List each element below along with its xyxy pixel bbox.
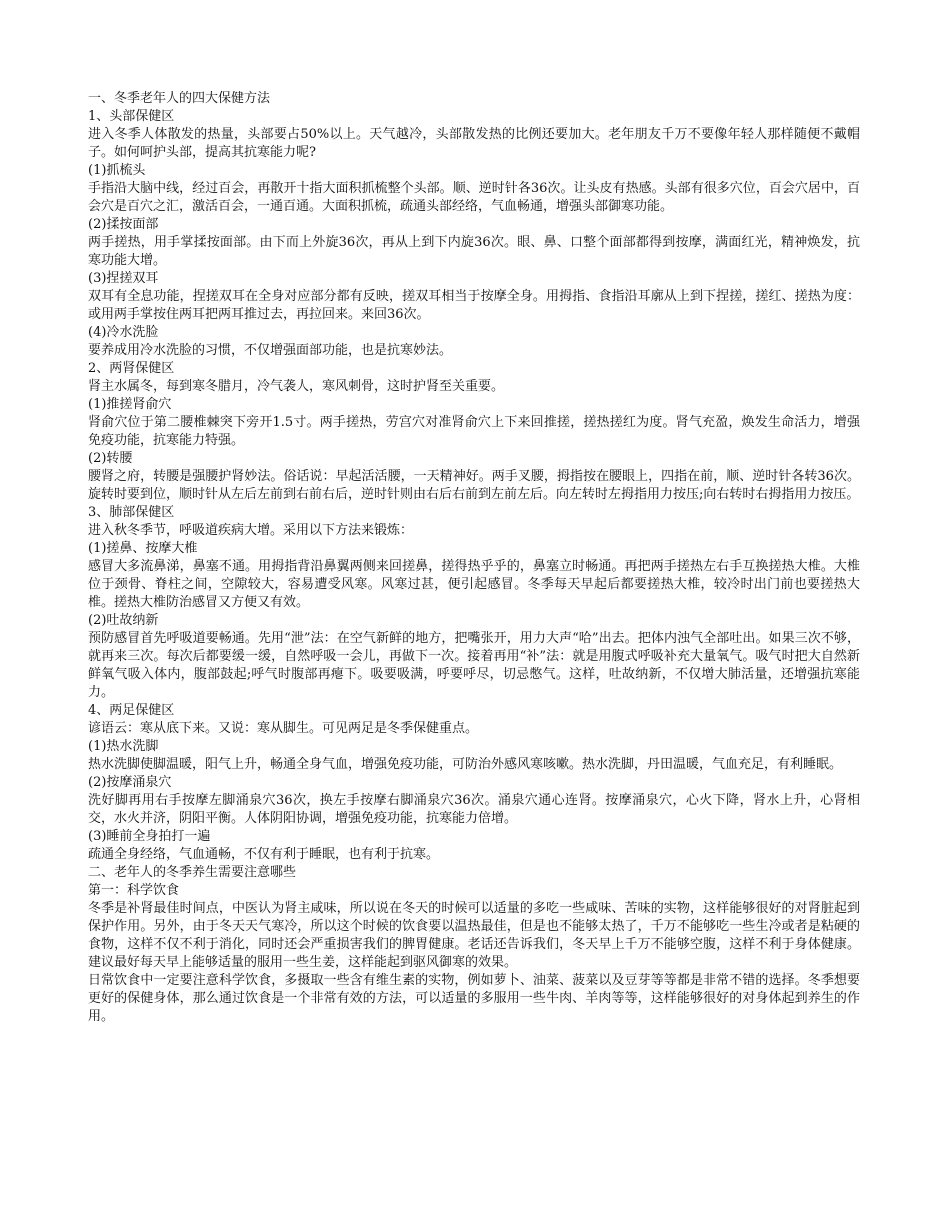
subsection-heading: 2、两肾保健区 [88, 361, 175, 376]
body-paragraph: 进入秋冬季节，呼吸道疾病大增。采用以下方法来锻炼： [88, 523, 414, 538]
body-paragraph: 冬季是补肾最佳时间点，中医认为肾主咸味，所以说在冬天的时候可以适量的多吃一些咸味、苦味的实物，这样能够很好的对肾脏起到保护作用。另外，由于冬天天气寒冷，所以这个时候的饮食要以温热最佳，但是也不能够太热了，千万不能够吃一些生冷或者是粘硬的食物，这样不仅不利于消化，同时还会严重损害我们的脾胃健康。老话还告诉我们，冬天早上千万不能够空腹，这样不利于身体健康。建议最好每天早上能够适量的服用一些生姜，这样能起到驱风御寒的效果。 [88, 901, 860, 970]
subsection-heading: 4、两足保健区 [88, 703, 175, 718]
body-paragraph: 腰肾之府，转腰是强腰护肾妙法。俗话说：早起活活腰，一天精神好。两手叉腰，拇指按在腰眼上，四指在前，顺、逆时针各转36次。旋转时要到位，顺时针从左后左前到右前右后，逆时针则由右后右前到左前左后。向左转时左拇指用力按压;向右转时右拇指用力按压。 [88, 469, 860, 502]
section-heading: 二、老年人的冬季养生需要注意哪些 [88, 865, 297, 880]
item-heading: (2)吐故纳新 [88, 613, 159, 628]
body-paragraph: 洗好脚再用右手按摩左脚涌泉穴36次，换左手按摩右脚涌泉穴36次。涌泉穴通心连肾。按摩涌泉穴，心火下降，肾水上升，心肾相交，水火并济，阴阳平衡。人体阴阳协调，增强免疫功能，抗寒能力倍增。 [88, 793, 860, 826]
item-heading: (2)转腰 [88, 451, 133, 466]
body-paragraph: 两手搓热，用手掌揉按面部。由下而上外旋36次，再从上到下内旋36次。眼、鼻、口整个面部都得到按摩，满面红光，精神焕发，抗寒功能大增。 [88, 235, 860, 268]
section-heading: 一、冬季老年人的四大保健方法 [88, 91, 271, 106]
item-heading: (3)睡前全身拍打一遍 [88, 829, 211, 844]
item-heading: (4)冷水洗脸 [88, 325, 159, 340]
subsection-heading: 第一：科学饮食 [88, 883, 180, 898]
item-heading: (2)按摩涌泉穴 [88, 775, 172, 790]
body-paragraph: 双耳有全息功能，捏搓双耳在全身对应部分都有反映，搓双耳相当于按摩全身。用拇指、食指沿耳廓从上到下捏搓，搓红、搓热为度：或用两手掌按住两耳把两耳推过去，再拉回来。来回36次。 [88, 289, 860, 322]
body-paragraph: 预防感冒首先呼吸道要畅通。先用“泄”法：在空气新鲜的地方，把嘴张开，用力大声“哈”出去。把体内浊气全部吐出。如果三次不够，就再来三次。每次后都要缓一缓，自然呼吸一会儿，再做下一次。接着再用“补”法：就是用腹式呼吸补充大量氧气。吸气时把大自然新鲜氧气吸入体内，腹部鼓起;呼气时腹部再瘪下。吸要吸满，呼要呼尽，切忌憋气。这样，吐故纳新，不仅增大肺活量，还增强抗寒能力。 [88, 631, 860, 700]
item-heading: (1)推搓肾俞穴 [88, 397, 172, 412]
item-heading: (1)抓梳头 [88, 163, 146, 178]
subsection-heading: 3、肺部保健区 [88, 505, 175, 520]
body-paragraph: 疏通全身经络，气血通畅，不仅有利于睡眠，也有利于抗寒。 [88, 847, 440, 862]
body-paragraph: 肾主水属冬，每到寒冬腊月，冷气袭人，寒风刺骨，这时护肾至关重要。 [88, 379, 505, 394]
body-paragraph: 肾俞穴位于第二腰椎棘突下旁开1.5寸。两手搓热，劳宫穴对准肾俞穴上下来回推搓，搓热搓红为度。肾气充盈，焕发生命活力，增强免疫功能，抗寒能力特强。 [88, 415, 860, 448]
body-paragraph: 要养成用冷水洗脸的习惯，不仅增强面部功能，也是抗寒妙法。 [88, 343, 453, 358]
body-paragraph: 手指沿大脑中线，经过百会，再散开十指大面积抓梳整个头部。顺、逆时针各36次。让头皮有热感。头部有很多穴位，百会穴居中，百会穴是百穴之汇，激活百会，一通百通。大面积抓梳，疏通头部经络，气血畅通，增强头部御寒功能。 [88, 181, 860, 214]
item-heading: (1)搓鼻、按摩大椎 [88, 541, 198, 556]
subsection-heading: 1、头部保健区 [88, 109, 175, 124]
document-body [88, 90, 860, 1026]
body-paragraph: 谚语云：寒从底下来。又说：寒从脚生。可见两足是冬季保健重点。 [88, 721, 479, 736]
item-heading: (3)捏搓双耳 [88, 271, 159, 286]
body-paragraph: 感冒大多流鼻涕，鼻塞不通。用拇指背沿鼻翼两侧来回搓鼻，搓得热乎乎的，鼻塞立时畅通。再把两手搓热左右手互换搓热大椎。大椎位于颈骨、脊柱之间，空隙较大，容易遭受风寒。风寒过甚，便引起感冒。冬季每天早起后都要搓热大椎，较冷时出门前也要搓热大椎。搓热大椎防治感冒又方便又有效。 [88, 559, 860, 610]
body-paragraph: 热水洗脚使脚温暖，阳气上升，畅通全身气血，增强免疫功能，可防治外感风寒咳嗽。热水洗脚，丹田温暖，气血充足，有利睡眠。 [88, 757, 843, 772]
body-paragraph: 日常饮食中一定要注意科学饮食，多摄取一些含有维生素的实物，例如萝卜、油菜、菠菜以及豆芽等等都是非常不错的选择。冬季想要更好的保健身体，那么通过饮食是一个非常有效的方法，可以适量的多服用一些牛肉、羊肉等等，这样能够很好的对身体起到养生的作用。 [88, 973, 860, 1024]
item-heading: (2)揉按面部 [88, 217, 159, 232]
item-heading: (1)热水洗脚 [88, 739, 159, 754]
body-paragraph: 进入冬季人体散发的热量，头部要占50%以上。天气越冷，头部散发热的比例还要加大。老年朋友千万不要像年轻人那样随便不戴帽子。如何呵护头部，提高其抗寒能力呢? [88, 127, 860, 160]
